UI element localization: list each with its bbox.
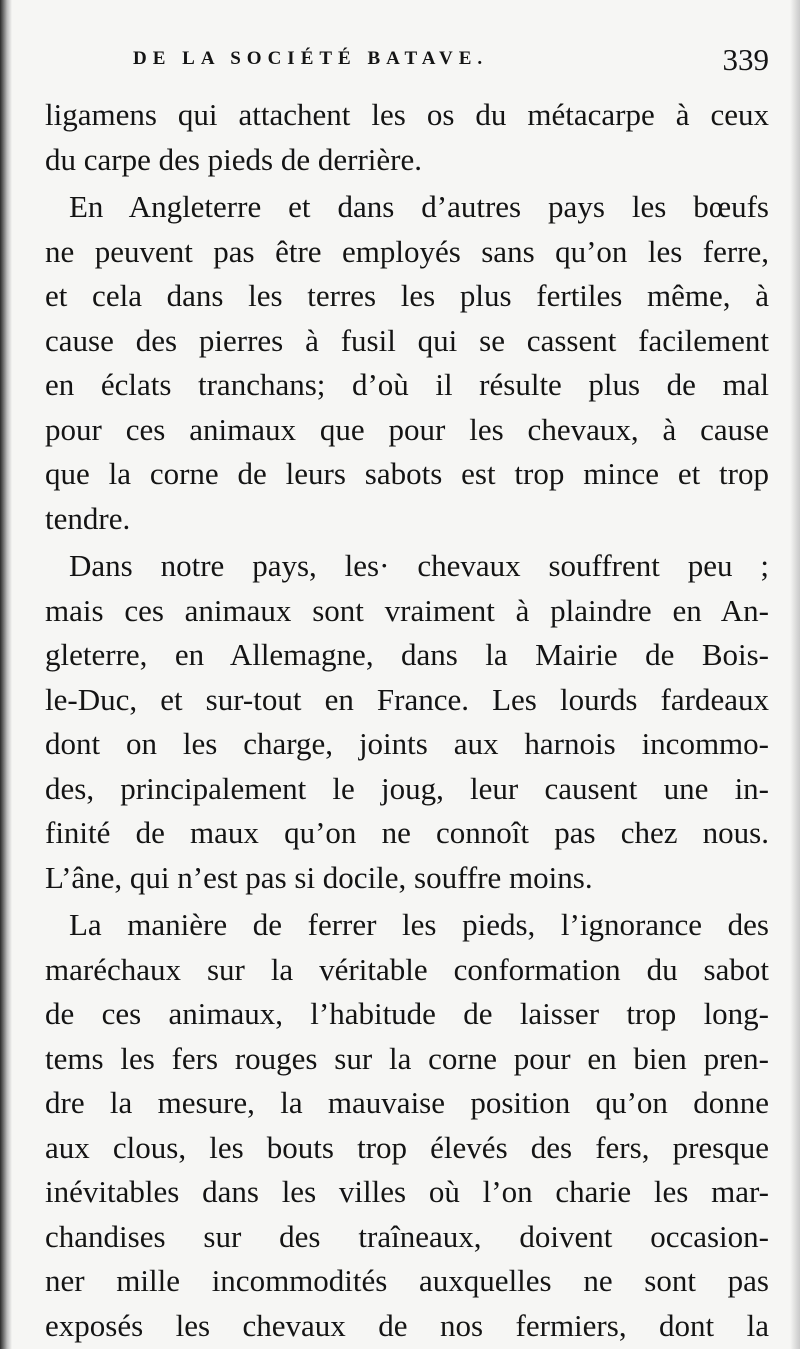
text-line: ne peuvent pas être employés sans qu’on les ferre, (45, 233, 769, 269)
text-line: chandises sur des traîneaux, doivent occasion- (45, 1218, 769, 1254)
text-line: et cela dans les terres les plus fertiles même, à (45, 278, 769, 313)
text-line: exposés les chevaux de nos fermiers, dont la (45, 1307, 769, 1343)
text-line: dre la mesure, la mauvaise position qu’on donne (45, 1085, 769, 1120)
text-line: L’âne, qui n’est pas si docile, souffre moins. (45, 859, 593, 895)
text-line: cause des pierres à fusil qui se cassent facilement (45, 322, 769, 358)
text-line: en éclats tranchans; d’où il résulte plus de mal (45, 367, 769, 402)
text-line: mais ces animaux sont vraiment à plaindre en An- (45, 592, 769, 628)
text-line: de ces animaux, l’habitude de laisser trop long- (45, 996, 769, 1031)
text-line: inévitables dans les villes où l’on charie les mar- (45, 1174, 769, 1209)
text-line: tendre. (45, 500, 131, 536)
text-line: que la corne de leurs sabots est trop mince et trop (45, 456, 769, 491)
text-line: ner mille incommodités auxquelles ne sont pas (45, 1263, 769, 1298)
text-line: dont on les charge, joints aux harnois incommo- (45, 726, 769, 761)
text-line: des, principalement le joug, leur causent une in- (45, 770, 769, 806)
text-line: aux clous, les bouts trop élevés des fers, presque (45, 1129, 769, 1165)
text-line: ligamens qui attachent les os du métacarpe à ceux (45, 97, 769, 132)
text-line: Dans notre pays, les· chevaux souffrent peu ; (69, 548, 769, 583)
text-line: le-Duc, et sur-tout en France. Les lourds fardeaux (45, 681, 769, 717)
text-line: tems les fers rouges sur la corne pour en bien pren- (45, 1040, 769, 1076)
body-text (45, 93, 769, 1348)
text-line: maréchaux sur la véritable conformation du sabot (45, 951, 769, 987)
text-line: finité de maux qu’on ne connoît pas chez nous. (45, 815, 769, 850)
text-line: En Angleterre et dans d’autres pays les bœufs (69, 189, 769, 224)
text-line: La manière de ferrer les pieds, l’ignorance des (69, 907, 769, 942)
page-edge-shadow-right (790, 0, 800, 1349)
running-title: DE LA SOCIÉTÉ BATAVE. (133, 48, 489, 69)
text-line: pour ces animaux que pour les chevaux, à cause (45, 411, 769, 447)
text-line: gleterre, en Allemagne, dans la Mairie de Bois- (45, 637, 769, 672)
page-number: 339 (722, 42, 769, 77)
text-line: du carpe des pieds de derrière. (45, 141, 422, 177)
page-edge-shadow-left (0, 0, 12, 1349)
running-head (133, 42, 773, 82)
